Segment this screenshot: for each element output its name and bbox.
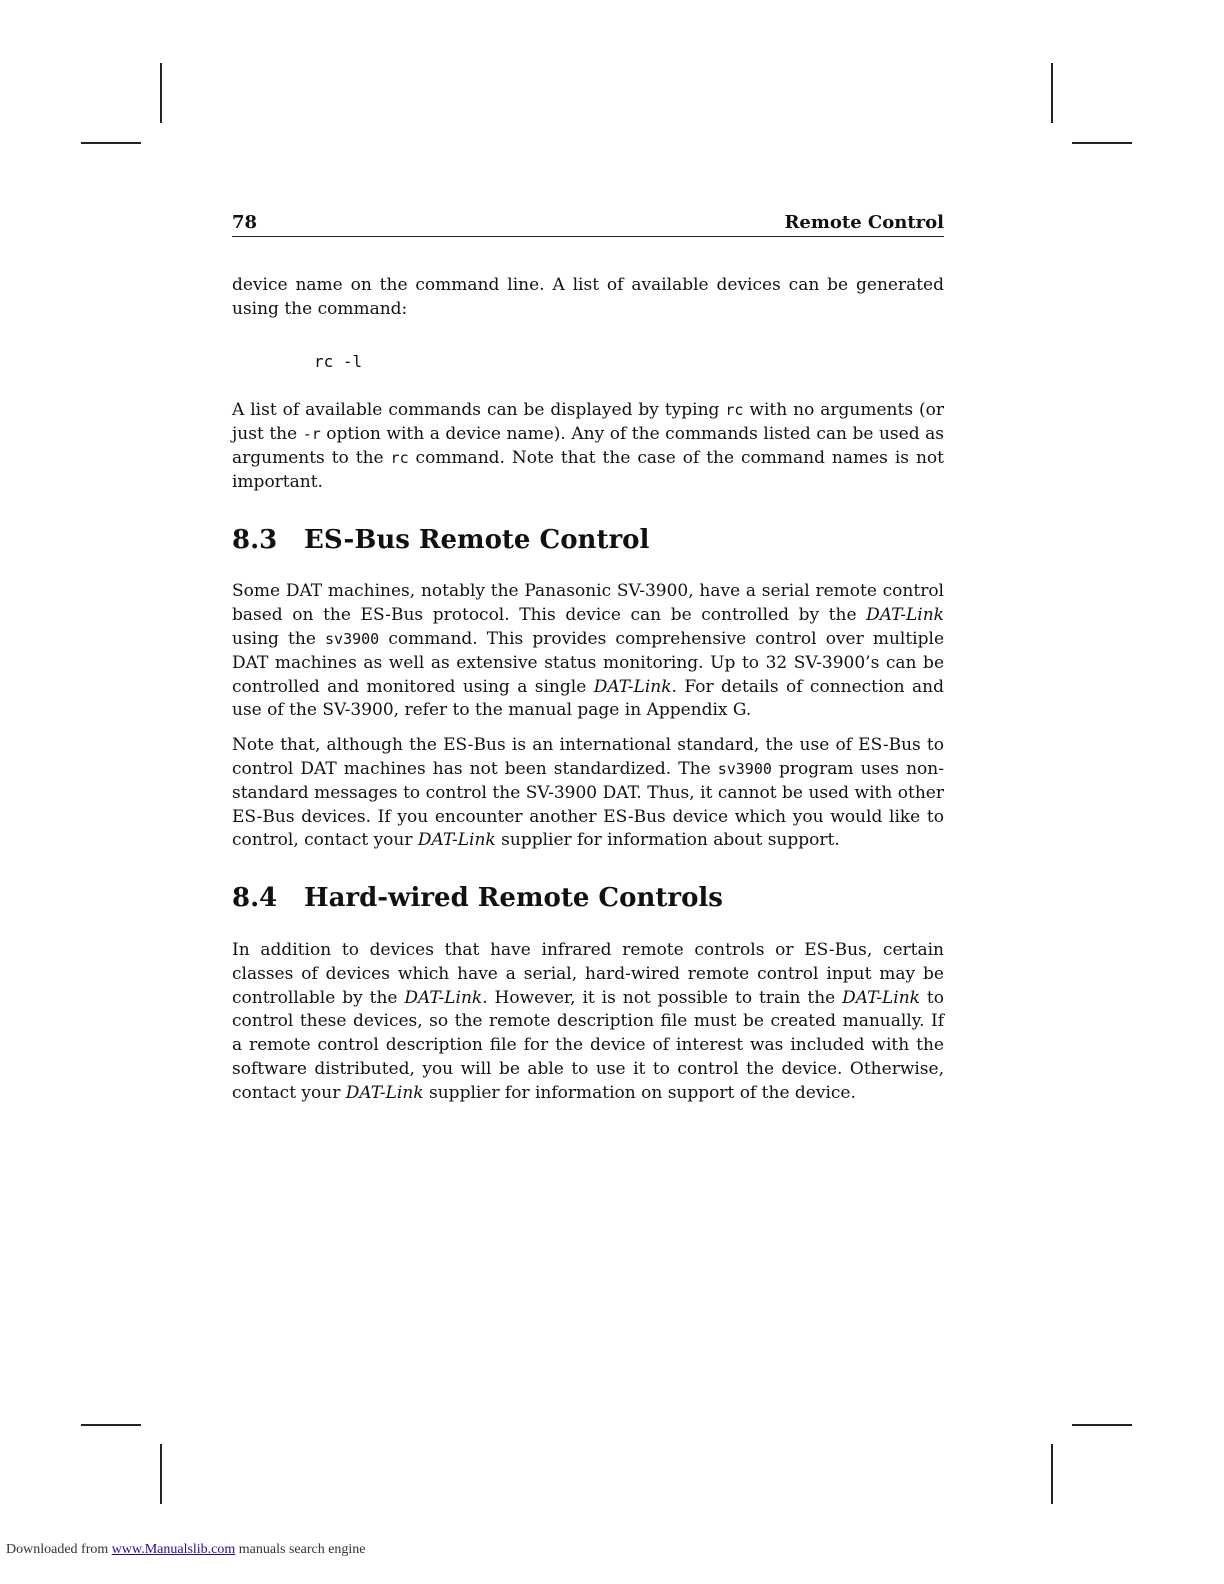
product-name: DAT-Link — [404, 987, 483, 1008]
page-number: 78 — [232, 212, 258, 233]
crop-mark-bottom-left-horizontal — [81, 1424, 141, 1426]
section-title: ES-Bus Remote Control — [304, 524, 650, 555]
intro-paragraph-2: A list of available commands can be displayed by typing rc with no arguments (or just the -r option with a device name). Any of the commands listed can be used as arguments to the rc command. Note that the case of the command names is not important. — [232, 400, 944, 492]
inline-code: rc — [390, 448, 409, 467]
section-number: 8.4 — [232, 883, 278, 914]
manualslib-link[interactable]: www.Manualslib.com — [111, 1542, 236, 1557]
section-title: Hard-wired Remote Controls — [304, 883, 723, 914]
section-8-3-paragraph-2: Note that, although the ES-Bus is an international standard, the use of ES-Bus to control DAT machines has not been standardized. The sv3900 program uses non-standard messages to control the SV-3900 DAT. Thus, it cannot be used with other ES-Bus devices. If you encounter another ES-Bus device which you would like to control, contact your DAT-Link supplier for information about support. — [232, 735, 944, 851]
product-name: DAT-Link — [842, 987, 920, 1008]
download-footer: Downloaded from www.Manualslib.com manuals search engine — [6, 1542, 366, 1557]
running-title: Remote Control — [784, 212, 944, 233]
section-heading-8-3 — [232, 524, 944, 555]
crop-mark-bottom-right-vertical — [1051, 1444, 1053, 1504]
inline-code: rc — [725, 401, 744, 420]
inline-code: sv3900 — [325, 629, 380, 648]
crop-mark-top-right-vertical — [1051, 63, 1053, 123]
section-number: 8.3 — [232, 524, 278, 555]
crop-mark-bottom-left-vertical — [160, 1444, 162, 1504]
inline-code: -r — [302, 425, 321, 444]
product-name: DAT-Link — [417, 830, 496, 851]
page-body — [232, 274, 944, 1117]
product-name: DAT-Link — [866, 605, 944, 626]
crop-mark-top-left-vertical — [160, 63, 162, 123]
page-header — [232, 212, 944, 237]
crop-mark-bottom-right-horizontal — [1072, 1424, 1132, 1426]
product-name: DAT-Link — [345, 1082, 424, 1103]
inline-code: sv3900 — [717, 759, 772, 778]
command-example: rc -l — [314, 351, 363, 371]
section-8-4-paragraph-1: In addition to devices that have infrared remote controls or ES-Bus, certain classes of devices which have a serial, hard-wired remote control input may be controllable by the DAT-Link. However, it is not possible to train the DAT-Link to control these devices, so the remote description file must be created manually. If a remote control description file for the device of interest was included with the software distributed, you will be able to use it to control the device. Otherwise, contact your DAT-Link supplier for information on support of the device. — [232, 939, 944, 1103]
crop-mark-top-left-horizontal — [81, 142, 141, 144]
crop-mark-top-right-horizontal — [1072, 142, 1132, 144]
product-name: DAT-Link — [593, 676, 672, 697]
section-8-3-paragraph-1: Some DAT machines, notably the Panasonic SV-3900, have a serial remote control based on the ES-Bus protocol. This device can be controlled by the DAT-Link using the sv3900 command. This provides comprehensive control over multiple DAT machines as well as extensive status monitoring. Up to 32 SV-3900’s can be controlled and monitored using a single DAT-Link. For details of connection and use of the SV-3900, refer to the manual page in Appendix G. — [232, 581, 944, 721]
section-heading-8-4 — [232, 883, 944, 914]
intro-paragraph-1: device name on the command line. A list of available devices can be generated using the command: — [232, 275, 944, 319]
